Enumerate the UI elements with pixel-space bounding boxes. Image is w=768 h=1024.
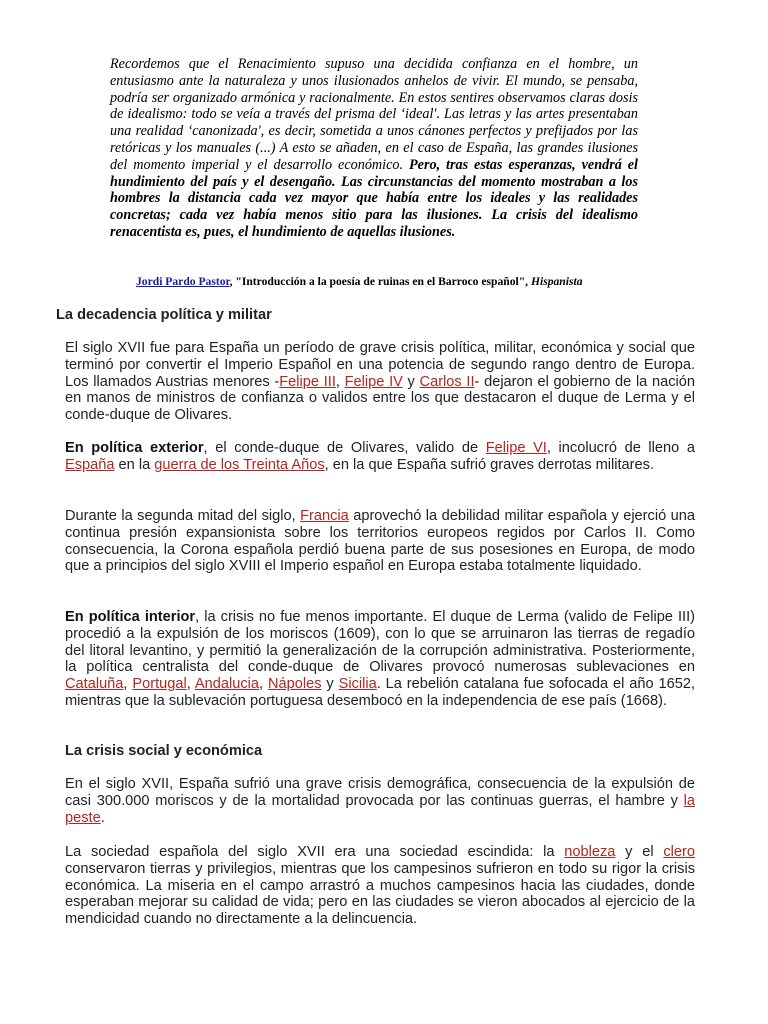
paragraph-text: conservaron tierras y privilegios, mientras que los campesinos sufrieron en todo su rigor la crisis económica. La miseria en el campo arrastró a muchos campesinos hacia las ciudades, donde esperaban mejorar su calidad de vida; pero en las ciudades se vieron abocados al ejercicio de la mendicidad cuando no directamente a la delincuencia. bbox=[65, 860, 695, 928]
paragraph-domestic-policy bbox=[65, 609, 695, 710]
paragraph-bold-lead: En política exterior bbox=[65, 440, 204, 456]
link-espana[interactable]: España bbox=[65, 456, 115, 473]
quote-bold-text: Pero, tras estas esperanzas, vendrá el hundimiento del país y el desengaño. Las circunstancias del momento mostraban a los hombres la distancia cada vez mayor que había entre los ideales y las realidades concretas; cada vez había menos sitio para las ilusiones. La crisis del idealismo renacentista es, pues, el hundimiento de aquellas ilusiones. bbox=[110, 156, 638, 240]
paragraph-text: y bbox=[321, 676, 339, 693]
paragraph-text: , bbox=[335, 373, 345, 390]
author-link[interactable]: Jordi Pardo Pastor bbox=[136, 275, 230, 288]
block-quote bbox=[110, 56, 638, 241]
paragraph-demographic-crisis bbox=[65, 776, 695, 826]
paragraph-text: aprovechó la debilidad militar española y ejerció una continua presión expansionista sobre los territorios europeos regidos por Carlos II. Como consecuencia, la Corona española perdió buena parte de sus posesiones en Europa, de modo que a principios del siglo XVIII el Imperio español en Europa estaba totalmente liquidado. bbox=[65, 508, 695, 575]
paragraph-text: - dejaron el gobierno de la nación en manos de ministros de confianza o validos entre los que destacaron el duque de Lerma y el conde-duque de Olivares. bbox=[65, 373, 695, 424]
quote-citation bbox=[136, 275, 656, 289]
paragraph-text: , en la que España sufrió graves derrotas militares. bbox=[324, 456, 654, 473]
paragraph-text: . bbox=[100, 809, 105, 826]
link-felipe-vi[interactable]: Felipe VI bbox=[485, 440, 547, 456]
paragraph-bold-lead: En política interior bbox=[65, 609, 196, 625]
paragraph-text: , bbox=[259, 676, 268, 693]
link-clero[interactable]: clero bbox=[663, 844, 695, 860]
paragraph-text: . La rebelión catalana fue sofocada el año 1652, mientras que la sublevación portuguesa desembocó en la independencia de ese país (1668). bbox=[65, 676, 696, 709]
citation-source: Hispanista bbox=[530, 275, 583, 288]
paragraph-text: Durante la segunda mitad del siglo, bbox=[65, 508, 301, 524]
paragraph-text: El siglo XVII fue para España un período de grave crisis política, militar, económica y social que terminó por convertir el Imperio Español en una potencia de segundo rango dentro de Europa. Los llamados Austrias menores - bbox=[65, 340, 695, 390]
paragraph-foreign-policy bbox=[65, 440, 695, 474]
paragraph-text: y el bbox=[615, 844, 664, 860]
paragraph-text: , el conde-duque de Olivares, valido de bbox=[203, 440, 486, 456]
link-sicilia[interactable]: Sicilia bbox=[338, 676, 377, 693]
paragraph-text: La sociedad española del siglo XVII era una sociedad escindida: la bbox=[65, 844, 565, 860]
link-felipe-iii[interactable]: Felipe III bbox=[279, 373, 336, 390]
paragraph-text: y bbox=[402, 373, 420, 390]
heading-social-crisis: La crisis social y económica bbox=[65, 743, 263, 759]
link-felipe-iv[interactable]: Felipe IV bbox=[344, 373, 403, 390]
paragraph-france bbox=[65, 508, 695, 575]
link-thirty-years-war[interactable]: guerra de los Treinta Años bbox=[154, 456, 325, 473]
citation-title: , "Introducción a la poesía de ruinas en el Barroco español", bbox=[229, 275, 531, 288]
heading-political-decline: La decadencia política y militar bbox=[56, 307, 272, 323]
link-napoles[interactable]: Nápoles bbox=[267, 676, 322, 693]
quote-italic-text: Recordemos que el Renacimiento supuso una decidida confianza en el hombre, un entusiasmo ante la naturaleza y unos ilusionados anhelos de vivir. El mundo, se pensaba, podría ser organizado armónica y racionalmente. En estos sentires observamos claras dosis de idealismo: todo se veía a través del prisma del ‘ideal'. Las letras y las artes presentaban una realidad ‘canonizada', es decir, sometida a unos cánones perfectos y prefijados por las retóricas y los manuales (...) A esto se añaden, en el caso de España, las grandes ilusiones del momento imperial y el desarrollo económico. bbox=[110, 56, 638, 173]
paragraph-text: , la crisis no fue menos importante. El duque de Lerma (valido de Felipe III) procedió a la expulsión de los moriscos (1609), con lo que se arruinaron las tierras de regadío del litoral levantino, y permitió la generalización de la corrupción administrativa. Posteriormente, la política centralista del conde-duque de Olivares provocó numerosas sublevaciones en bbox=[65, 609, 696, 676]
link-nobleza[interactable]: nobleza bbox=[564, 844, 616, 860]
link-la-peste[interactable]: la peste bbox=[65, 792, 695, 826]
paragraph-text: en la bbox=[114, 456, 155, 473]
link-cataluna[interactable]: Cataluña bbox=[65, 676, 124, 693]
link-francia[interactable]: Francia bbox=[300, 508, 349, 524]
paragraph-society bbox=[65, 844, 695, 928]
link-carlos-ii[interactable]: Carlos II bbox=[419, 373, 475, 390]
paragraph-text: , bbox=[123, 676, 133, 693]
paragraph-text: En el siglo XVII, España sufrió una grave crisis demográfica, consecuencia de la expulsión de casi 300.000 moriscos y de la mortalidad provocada por las continuas guerras, el hambre y bbox=[65, 776, 695, 809]
paragraph-text: , incolucró de lleno a bbox=[546, 440, 696, 456]
link-portugal[interactable]: Portugal bbox=[132, 676, 187, 693]
paragraph-text: , bbox=[186, 676, 195, 693]
paragraph-austrias bbox=[65, 340, 695, 424]
link-andalucia[interactable]: Andalucia bbox=[194, 676, 259, 693]
